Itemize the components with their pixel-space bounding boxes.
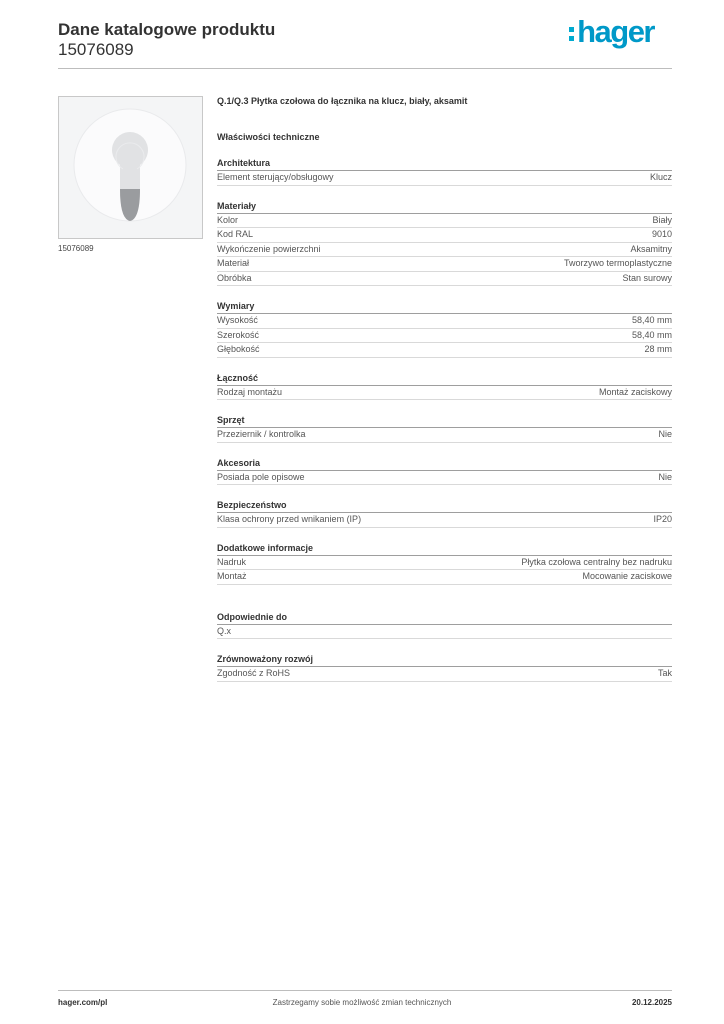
property-row bbox=[217, 625, 672, 640]
group-title: Odpowiednie do bbox=[217, 611, 672, 625]
property-key: Obróbka bbox=[217, 272, 252, 283]
property-group bbox=[217, 499, 672, 528]
image-caption: 15076089 bbox=[58, 244, 94, 253]
property-value: Nie bbox=[658, 471, 672, 482]
properties-heading: Właściwości techniczne bbox=[217, 132, 320, 142]
document-header bbox=[58, 20, 275, 60]
property-group bbox=[217, 457, 672, 486]
property-value: Nie bbox=[658, 429, 672, 439]
property-key: Szerokość bbox=[217, 329, 260, 340]
logo-text: hager bbox=[577, 14, 654, 49]
footer-date: 20.12.2025 bbox=[631, 998, 672, 1007]
group-title: Architektura bbox=[217, 157, 672, 171]
property-key: Zgodność z RoHS bbox=[217, 668, 291, 678]
property-key: Kod RAL bbox=[217, 229, 254, 239]
property-row bbox=[217, 471, 672, 486]
product-number: 15076089 bbox=[58, 40, 134, 59]
suitable-group bbox=[217, 611, 672, 640]
property-key: Wysokość bbox=[217, 315, 258, 325]
footer-divider bbox=[58, 990, 672, 991]
property-row bbox=[217, 329, 672, 344]
footer-disclaimer: Zastrzegamy sobie możliwość zmian technicznych bbox=[272, 998, 452, 1007]
property-key: Kolor bbox=[217, 214, 239, 225]
property-value: Płytka czołowa centralny bez nadruku bbox=[521, 556, 672, 567]
property-row bbox=[217, 667, 672, 682]
logo-dots-icon bbox=[569, 27, 574, 41]
property-row bbox=[217, 214, 672, 229]
property-row bbox=[217, 257, 672, 272]
property-groups bbox=[217, 157, 672, 585]
property-row bbox=[217, 570, 672, 585]
product-title: Q.1/Q.3 Płytka czołowa do łącznika na klucz, biały, aksamit bbox=[217, 96, 468, 106]
group-title: Wymiary bbox=[217, 300, 672, 314]
property-key: Element sterujący/obsługowy bbox=[217, 172, 334, 182]
property-value: Stan surowy bbox=[622, 272, 672, 283]
property-key: Montaż bbox=[217, 571, 247, 581]
property-row bbox=[217, 272, 672, 287]
property-value: 58,40 mm bbox=[631, 315, 672, 325]
cover-plate-icon bbox=[59, 97, 202, 238]
property-key: Materiał bbox=[217, 258, 250, 268]
property-value: 28 mm bbox=[644, 344, 672, 354]
group-title: Materiały bbox=[217, 200, 672, 214]
property-value: Klucz bbox=[649, 172, 672, 182]
property-value: 58,40 mm bbox=[631, 329, 672, 340]
group-title: Bezpieczeństwo bbox=[217, 499, 672, 513]
property-value: Montaż zaciskowy bbox=[598, 386, 672, 397]
property-key: Przeziernik / kontrolka bbox=[217, 429, 306, 439]
property-row bbox=[217, 556, 672, 571]
property-row bbox=[217, 228, 672, 243]
property-group bbox=[217, 542, 672, 585]
group-title: Sprzęt bbox=[217, 414, 672, 428]
property-group bbox=[217, 200, 672, 287]
property-row bbox=[217, 343, 672, 358]
group-title: Zrównoważony rozwój bbox=[217, 653, 672, 667]
property-value: Biały bbox=[652, 214, 672, 225]
property-value: Aksamitny bbox=[630, 243, 672, 254]
sustainable-group bbox=[217, 653, 672, 682]
property-value: Tak bbox=[657, 668, 672, 678]
property-key: Rodzaj montażu bbox=[217, 386, 283, 397]
property-group bbox=[217, 157, 672, 186]
property-group bbox=[217, 300, 672, 358]
group-title: Dodatkowe informacje bbox=[217, 542, 672, 556]
property-value: IP20 bbox=[653, 514, 672, 524]
footer-website-link[interactable]: hager.com/pl bbox=[58, 998, 108, 1007]
product-image bbox=[58, 96, 203, 239]
property-group bbox=[217, 414, 672, 443]
property-key: Nadruk bbox=[217, 556, 247, 567]
property-row bbox=[217, 386, 672, 401]
property-key: Posiada pole opisowe bbox=[217, 471, 305, 482]
group-title: Łączność bbox=[217, 372, 672, 386]
hager-logo bbox=[569, 16, 654, 48]
group-title: Akcesoria bbox=[217, 457, 672, 471]
property-key: Klasa ochrony przed wnikaniem (IP) bbox=[217, 514, 362, 524]
property-key: Q.x bbox=[217, 625, 232, 636]
header-divider bbox=[58, 68, 672, 69]
property-value: Tworzywo termoplastyczne bbox=[563, 258, 672, 268]
property-row bbox=[217, 314, 672, 329]
property-row bbox=[217, 428, 672, 443]
document-title: Dane katalogowe produktu bbox=[58, 20, 276, 39]
property-value: Mocowanie zaciskowe bbox=[582, 571, 672, 581]
datasheet-content bbox=[217, 95, 672, 682]
property-value: 9010 bbox=[651, 229, 672, 239]
property-row bbox=[217, 513, 672, 528]
property-key: Głębokość bbox=[217, 344, 260, 354]
property-row bbox=[217, 243, 672, 258]
property-row bbox=[217, 171, 672, 186]
property-key: Wykończenie powierzchni bbox=[217, 243, 321, 254]
property-group bbox=[217, 372, 672, 401]
